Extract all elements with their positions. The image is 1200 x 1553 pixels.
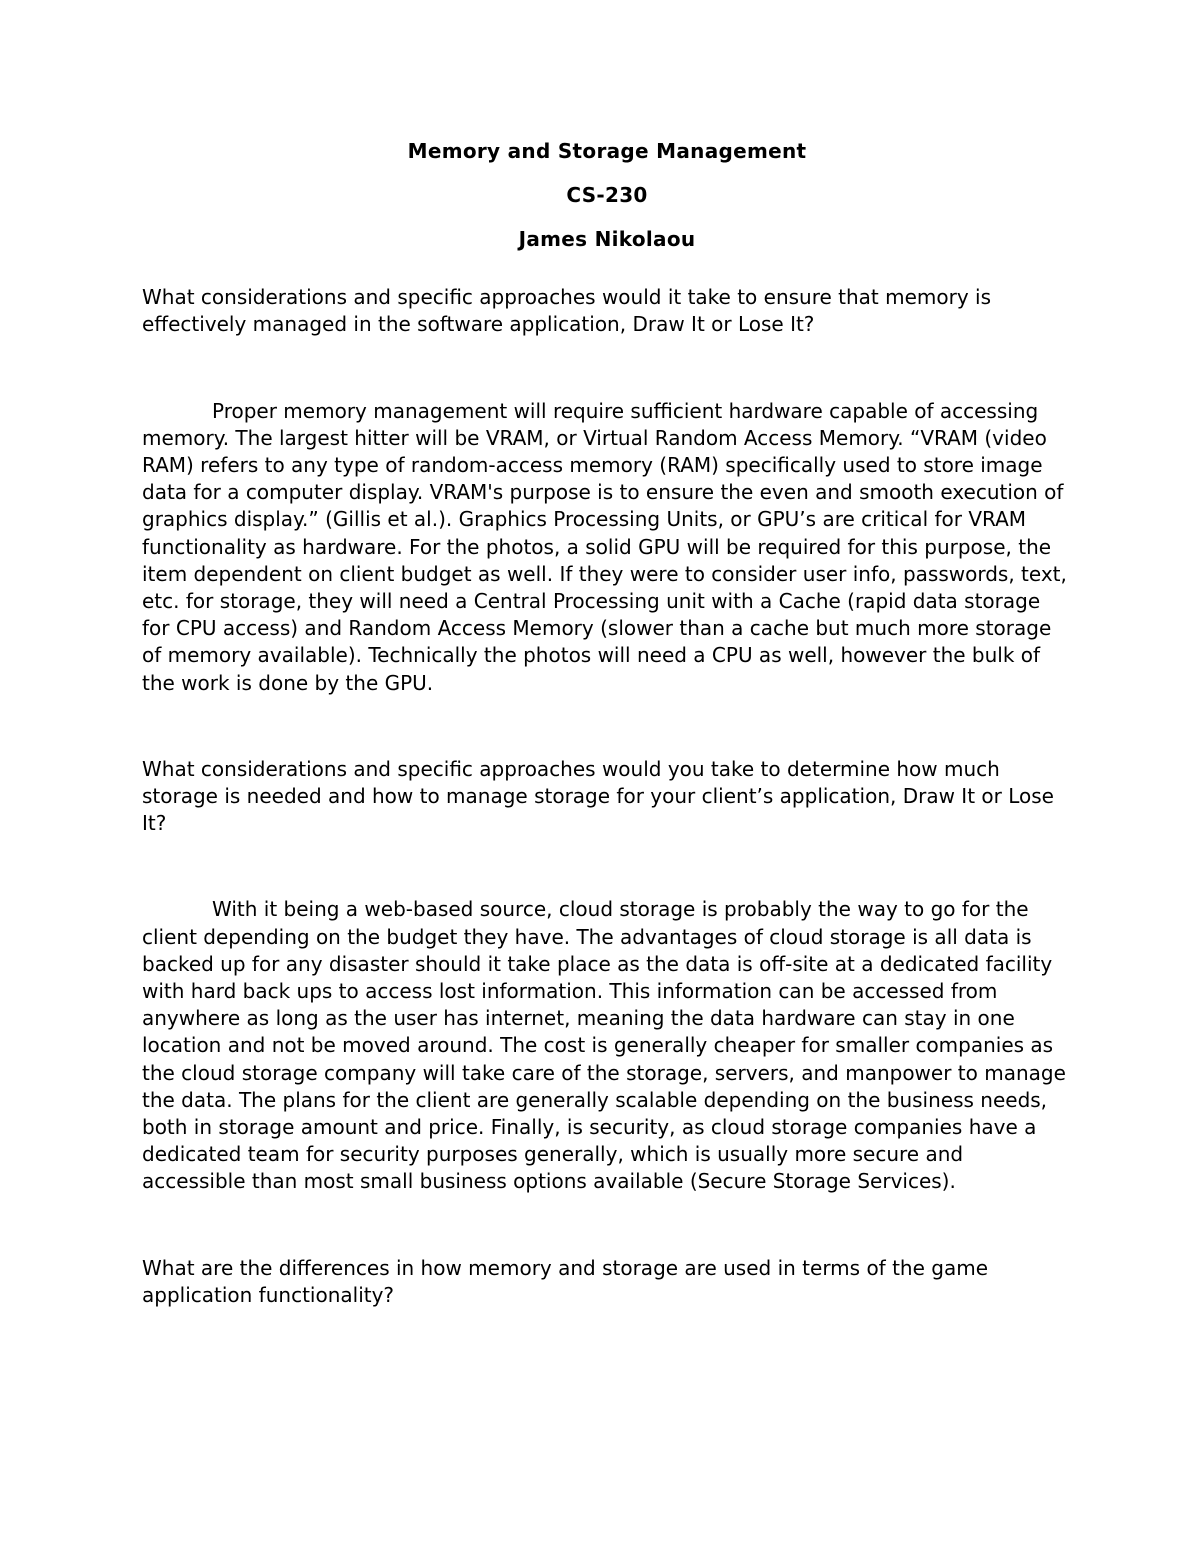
question-3: What are the differences in how memory and storage are used in terms of the game application functionality? [142,1255,988,1307]
author-name: James Nikolaou [518,227,696,251]
question-1: What considerations and specific approaches would it take to ensure that memory is effectively managed in the software application, Draw It or Lose It? [142,285,992,337]
answer-2: With it being a web-based source, cloud storage is probably the way to go for the client depending on the budget they have. The advantages of cloud storage is all data is backed up for any disaster should it take place as the data is off-site at a dedicated facility with hard back ups to access lost information. This information can be accessed from anywhere as long as the user has internet, meaning the data hardware can stay in one location and not be moved around. The cost is generally cheaper for smaller companies as the cloud storage company will take care of the storage, servers, and manpower to manage the data. The plans for the client are generally scalable depending on the business needs, both in storage amount and price. Finally, is security, as cloud storage companies have a dedicated team for security purposes generally, which is usually more secure and accessible than most small business options available (Secure Storage Services). [142,897,1066,1194]
document-page [142,138,1072,1309]
course-code: CS-230 [566,183,648,207]
question-2: What considerations and specific approaches would you take to determine how much storage is needed and how to manage storage for your client’s application, Draw It or Lose It? [142,756,1054,836]
document-title: Memory and Storage Management [407,139,807,163]
answer-1: Proper memory management will require sufficient hardware capable of accessing memory. The largest hitter will be VRAM, or Virtual Random Access Memory. “VRAM (video RAM) refers to any type of random-access memory (RAM) specifically used to store image data for a computer display. VRAM's purpose is to ensure the even and smooth execution of graphics display.” (Gillis et al.). Graphics Processing Units, or GPU’s are critical for VRAM functionality as hardware. For the photos, a solid GPU will be required for this purpose, the item dependent on client budget as well. If they were to consider user info, passwords, text, etc. for storage, they will need a Central Processing unit with a Cache (rapid data storage for CPU access) and Random Access Memory (slower than a cache but much more storage of memory available). Technically the photos will need a CPU as well, however the bulk of the work is done by the GPU. [142,398,1067,695]
title-block [142,138,1072,253]
